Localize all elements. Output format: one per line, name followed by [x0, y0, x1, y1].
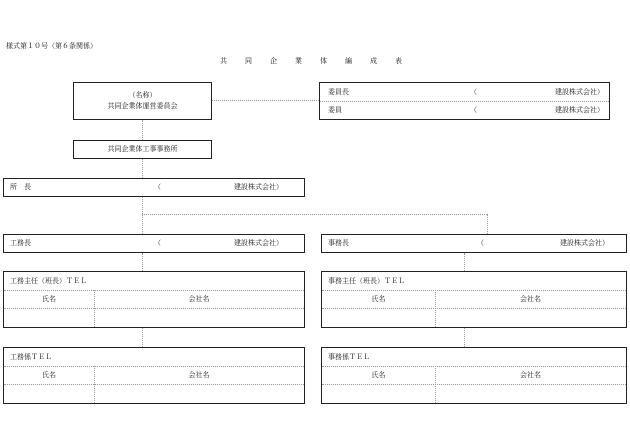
- office-box: [73, 140, 212, 159]
- committee-box: [73, 82, 212, 120]
- form-number: 様式第１０号（第６条関係）: [6, 42, 97, 50]
- eng-staff-divider-2: [4, 384, 304, 385]
- office-lead-header: 事務主任（班長）ＴＥＬ: [328, 277, 405, 285]
- eng-lead-header: 工務主任（班長）ＴＥＬ: [10, 277, 87, 285]
- chief-engineer-company: 建設株式会社）: [234, 239, 283, 247]
- member-role: 委員: [328, 106, 342, 114]
- chief-clerk-paren: （: [477, 239, 484, 247]
- connector-branch-clerk: [487, 214, 488, 234]
- office-lead-table: [321, 271, 627, 328]
- chief-clerk-company: 建設株式会社）: [560, 239, 609, 247]
- office-staff-table: [321, 347, 627, 404]
- chief-engineer-box: [3, 234, 305, 253]
- office-lead-col-company: 会社名: [520, 295, 541, 303]
- committee-members-box: [319, 82, 610, 120]
- eng-lead-table: [3, 271, 305, 328]
- office-lead-divider-1: [322, 290, 626, 291]
- director-company: 建設株式会社）: [234, 183, 283, 191]
- office-staff-divider-1: [322, 366, 626, 367]
- connector-committee-members: [212, 100, 319, 101]
- eng-lead-col-name: 氏名: [42, 295, 56, 303]
- connector-office-director: [142, 159, 143, 178]
- chairman-company: 建設株式会社）: [555, 88, 604, 96]
- committee-title: 共同企業体運営委員会: [107, 102, 178, 110]
- chairman-role: 委員長: [328, 88, 349, 96]
- chief-clerk-box: [321, 234, 627, 253]
- connector-committee-office: [142, 120, 143, 140]
- eng-lead-divider-2: [4, 308, 304, 309]
- member-company: 建設株式会社）: [555, 106, 604, 114]
- eng-staff-table: [3, 347, 305, 404]
- connector-eng-lead-staff: [142, 328, 143, 347]
- office-lead-col-name: 氏名: [371, 295, 386, 303]
- eng-staff-divider-1: [4, 366, 304, 367]
- connector-clerk-office-lead: [464, 253, 465, 271]
- chief-clerk-role: 事務長: [328, 239, 349, 247]
- eng-staff-col-company: 会社名: [188, 371, 210, 379]
- director-box: [3, 178, 305, 197]
- connector-horizontal-branch: [142, 214, 487, 215]
- eng-staff-col-name: 氏名: [42, 371, 56, 379]
- chairman-paren: （: [470, 88, 477, 96]
- office-lead-divider-2: [322, 308, 626, 309]
- office-staff-col-company: 会社名: [520, 371, 541, 379]
- members-row-divider: [320, 101, 609, 102]
- connector-engineer-eng-lead: [142, 253, 143, 271]
- page-title: 共同企業体編成表: [220, 57, 420, 65]
- eng-staff-header: 工務係ＴＥＬ: [10, 353, 52, 361]
- member-paren: （: [470, 106, 477, 114]
- chief-engineer-paren: （: [154, 239, 161, 247]
- chief-engineer-role: 工務長: [10, 239, 31, 247]
- director-paren: （: [154, 183, 161, 191]
- office-title: 共同企業体工事事務所: [107, 145, 178, 153]
- office-staff-divider-2: [322, 384, 626, 385]
- connector-office-lead-staff: [464, 328, 465, 347]
- office-staff-header: 事務係ＴＥＬ: [328, 353, 370, 361]
- director-role: 所 長: [10, 183, 31, 191]
- connector-director-chiefs: [142, 197, 143, 234]
- eng-lead-col-company: 会社名: [188, 295, 210, 303]
- eng-lead-divider-1: [4, 290, 304, 291]
- committee-name-label: （名称）: [128, 91, 157, 99]
- office-staff-col-name: 氏名: [371, 371, 386, 379]
